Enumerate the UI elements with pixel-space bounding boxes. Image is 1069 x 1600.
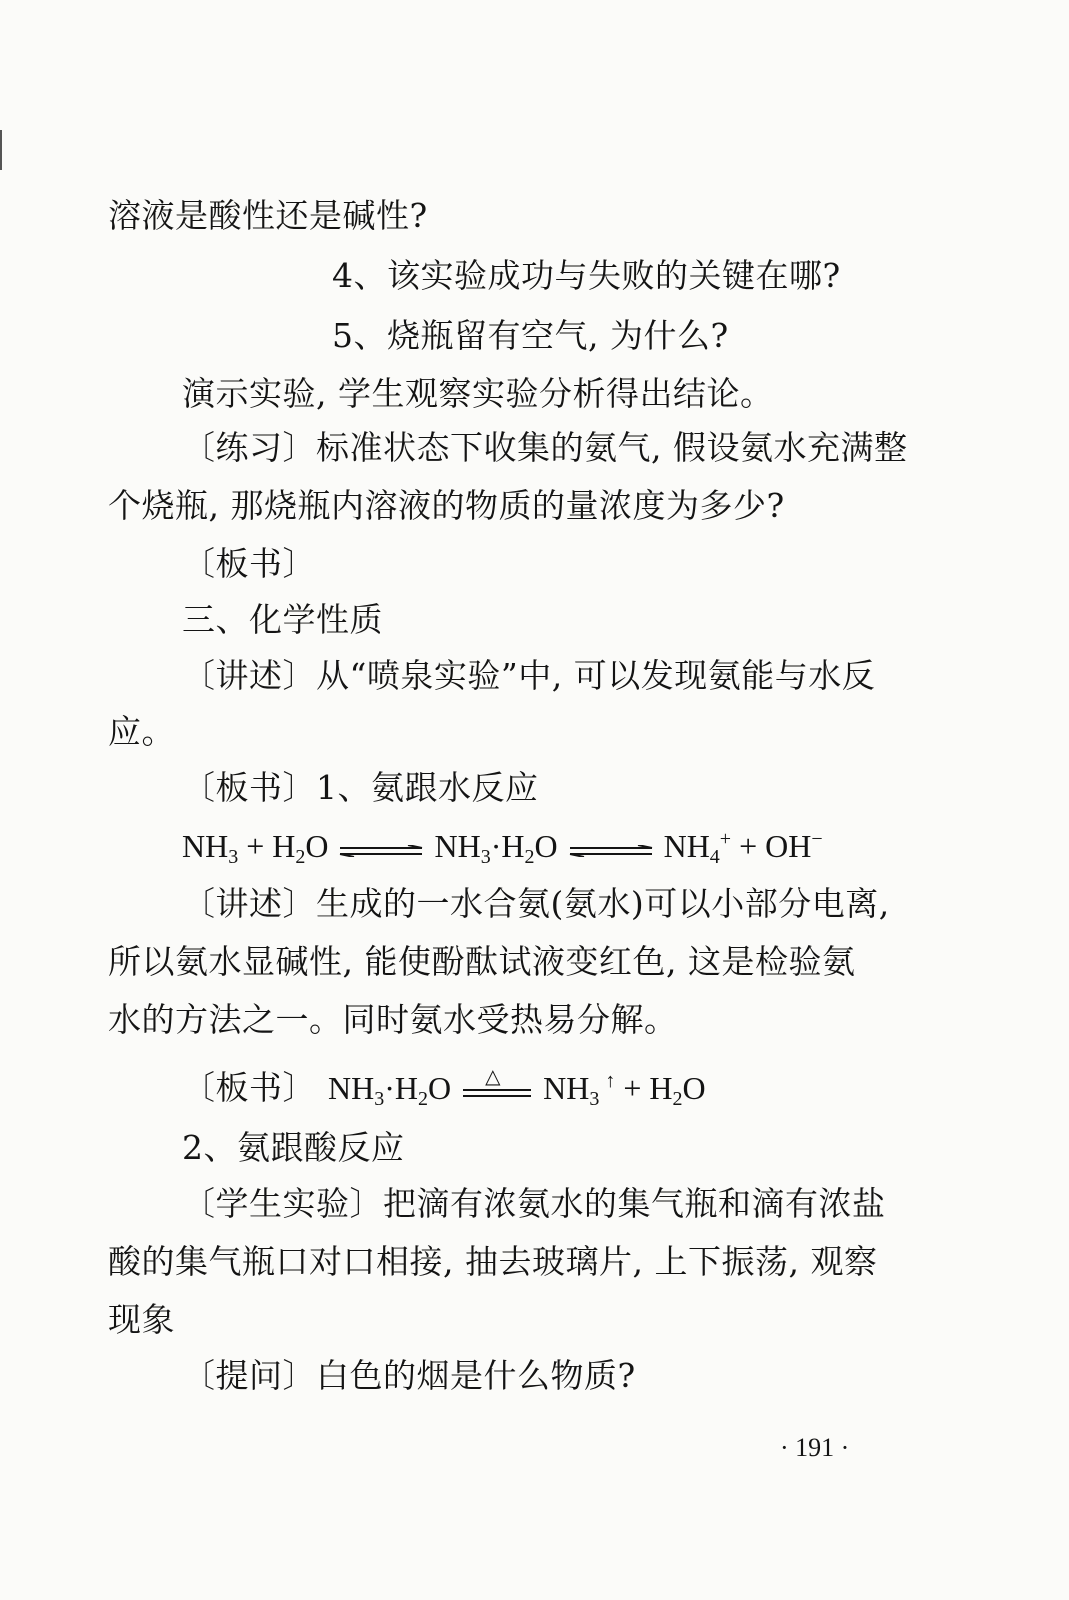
equation-decomposition (328, 1068, 706, 1113)
eq2-plus: + (615, 1070, 650, 1106)
experiment-line-3: 现象 (108, 1300, 175, 1339)
eq1-sub-3: 3 (228, 846, 239, 868)
eq2-h: H (394, 1070, 418, 1106)
exercise-line-1: 〔练习〕标准状态下收集的氨气, 假设氨水充满整 (182, 428, 908, 467)
eq1-o: O (305, 828, 329, 864)
eq1-nh-b: NH (434, 828, 481, 864)
eq1-dot: · (490, 828, 502, 864)
narration-line-2: 应。 (108, 712, 175, 751)
narration-line-1: 〔讲述〕从“喷泉实验”中, 可以发现氨能与水反 (182, 656, 876, 695)
text-line-1: 溶液是酸性还是碱性? (108, 196, 428, 235)
eq1-oh: OH (765, 828, 812, 864)
question-line: 〔提问〕白色的烟是什么物质? (182, 1356, 636, 1395)
eq1-sup-minus: − (811, 828, 823, 850)
equation-ammonia-water (182, 826, 823, 871)
eq1-nh: NH (182, 828, 229, 864)
board-label-1: 〔板书〕 (182, 544, 316, 583)
eq1-sub-2: 2 (295, 846, 306, 868)
eq1-sub-4: 4 (709, 846, 720, 868)
narration-line-4: 所以氨水显碱性, 能使酚酞试液变红色, 这是检验氨 (108, 942, 856, 981)
eq1-o-b: O (534, 828, 558, 864)
question-5: 5、烧瓶留有空气, 为什么? (332, 316, 729, 355)
eq2-sub-2b: 2 (672, 1088, 683, 1110)
eq1-h-b: H (501, 828, 525, 864)
eq2-sub-3: 3 (374, 1088, 385, 1110)
eq2-h-b: H (649, 1070, 673, 1106)
eq2-sub-2: 2 (417, 1088, 428, 1110)
experiment-line-1: 〔学生实验〕把滴有浓氨水的集气瓶和滴有浓盐 (182, 1184, 886, 1223)
narration-line-5: 水的方法之一。同时氨水受热易分解。 (108, 1000, 678, 1039)
section-heading: 三、化学性质 (182, 600, 383, 639)
eq2-nh-b: NH (543, 1070, 590, 1106)
question-4: 4、该实验成功与失败的关键在哪? (332, 256, 841, 295)
heat-triangle: △ (485, 1066, 501, 1088)
exercise-line-2: 个烧瓶, 那烧瓶内溶液的物质的量浓度为多少? (108, 486, 785, 525)
eq2-o: O (427, 1070, 452, 1106)
eq1-plus-2: + (731, 828, 766, 864)
page-number: · 191 · (780, 1433, 850, 1462)
eq1-sub-3b: 3 (480, 846, 491, 868)
eq2-nh: NH (328, 1070, 375, 1106)
reversible-arrow-2 (568, 845, 654, 857)
board-heading-1: 〔板书〕1、氨跟水反应 (182, 768, 539, 807)
eq1-nh-c: NH (663, 828, 710, 864)
eq1-sup-plus: + (719, 828, 732, 850)
reversible-arrow-1 (338, 845, 424, 857)
eq1-sub-2b: 2 (524, 846, 535, 868)
heat-equals-sign (461, 1066, 533, 1099)
board-heading-2: 2、氨跟酸反应 (182, 1128, 405, 1167)
eq2-o-b: O (682, 1070, 706, 1106)
margin-mark (0, 130, 2, 170)
eq1-h: H (272, 828, 296, 864)
eq1-plus: + (238, 828, 273, 864)
narration-line-3: 〔讲述〕生成的一水合氨(氨水)可以小部分电离, (182, 884, 890, 923)
eq2-sub-3b: 3 (589, 1088, 600, 1110)
board-label-2: 〔板书〕 (182, 1068, 316, 1107)
gas-up-arrow: ↑ (605, 1070, 616, 1092)
experiment-line-2: 酸的集气瓶口对口相接, 抽去玻璃片, 上下振荡, 观察 (108, 1242, 878, 1281)
text-line-demo: 演示实验, 学生观察实验分析得出结论。 (182, 374, 774, 413)
eq2-dot: · (384, 1070, 395, 1106)
